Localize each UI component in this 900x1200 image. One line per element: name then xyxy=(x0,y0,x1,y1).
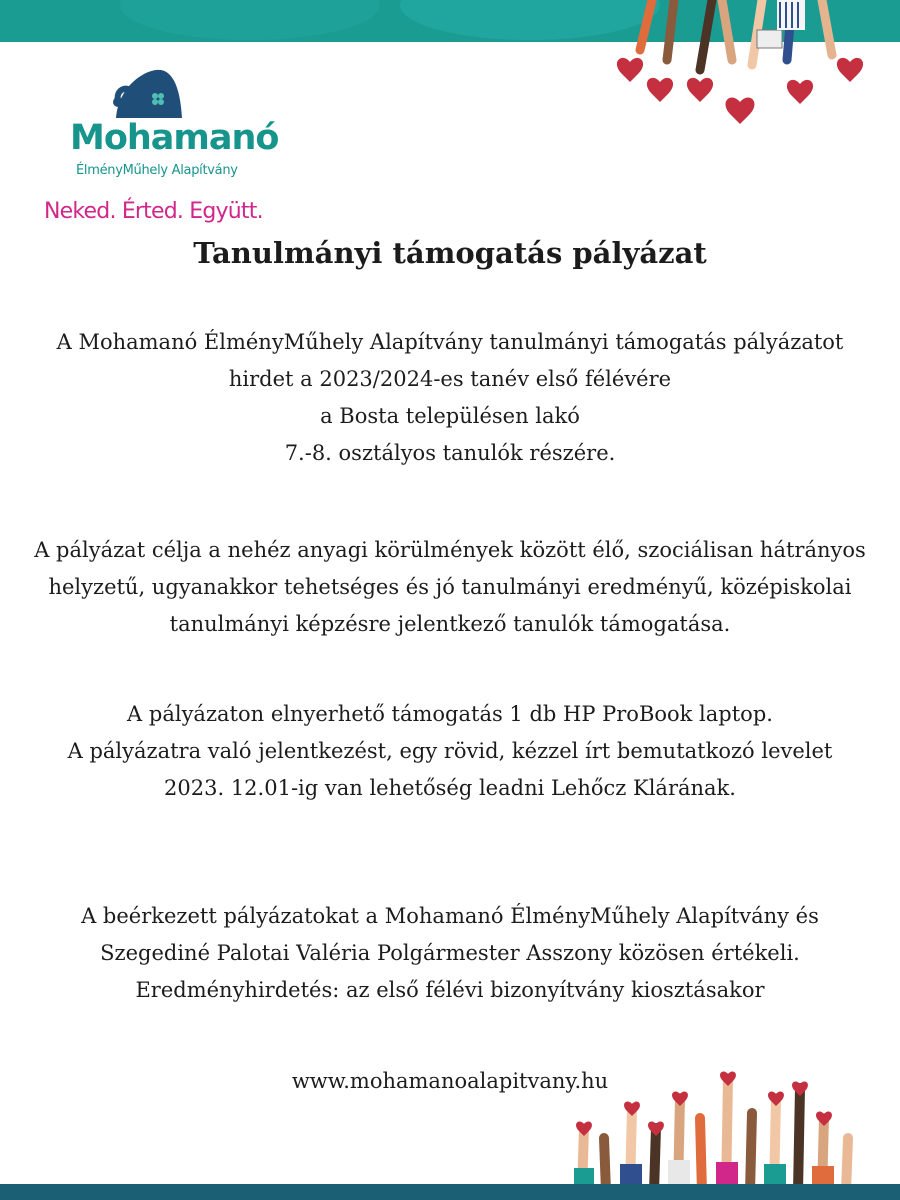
text-line: A pályázatra való jelentkezést, egy rövid, kézzel írt bemutatkozó levelet xyxy=(67,739,833,764)
logo-slogan: Neked. Érted. Együtt. xyxy=(44,199,263,224)
text-line: A pályázaton elnyerhető támogatás 1 db HP ProBook laptop. xyxy=(127,702,773,726)
text-line: hirdet a 2023/2024-es tanév első félévére xyxy=(228,367,672,392)
text-line: helyzetű, ugyanakkor tehetséges és jó tanulmányi eredményű, középiskolai xyxy=(48,575,852,600)
text-line: A pályázat célja a nehéz anyagi körülmények között élő, szociálisan hátrányos xyxy=(34,538,866,562)
text-line: tanulmányi képzésre jelentkező tanulók támogatása. xyxy=(169,612,731,637)
logo-subtitle: ÉlményMűhely Alapítvány xyxy=(76,163,238,178)
award-paragraph xyxy=(0,696,900,807)
mohamano-logo xyxy=(44,62,284,232)
band-wave-shape xyxy=(120,0,380,40)
text-line: a Bosta településen lakó xyxy=(320,404,580,429)
purpose-paragraph xyxy=(0,532,900,643)
text-line: A beérkezett pályázatokat a Mohamanó ÉlményMűhely Alapítvány és xyxy=(81,904,819,928)
text-line: 7.-8. osztályos tanulók részére. xyxy=(284,441,616,466)
text-line: 2023. 12.01-ig van lehetőség leadni Lehőcz Klárának. xyxy=(164,776,736,801)
hands-holding-hearts-illustration xyxy=(612,0,882,140)
website-link[interactable]: www.mohamanoalapitvany.hu xyxy=(291,1069,609,1093)
bottom-band xyxy=(0,1184,900,1200)
text-line: Szegediné Palotai Valéria Polgármester Asszony közösen értékeli. xyxy=(100,941,800,966)
announcement-paragraph xyxy=(0,324,900,473)
page-title: Tanulmányi támogatás pályázat xyxy=(193,236,707,270)
text-line: A Mohamanó ÉlményMűhely Alapítvány tanulmányi támogatás pályázatot xyxy=(56,330,844,354)
evaluation-paragraph xyxy=(0,898,900,1009)
raised-hands-hearts-illustration xyxy=(570,1068,870,1192)
logo-brand-name: Mohamanó xyxy=(70,118,279,158)
text-line: Eredményhirdetés: az első félévi bizonyítvány kiosztásakor xyxy=(135,978,765,1003)
